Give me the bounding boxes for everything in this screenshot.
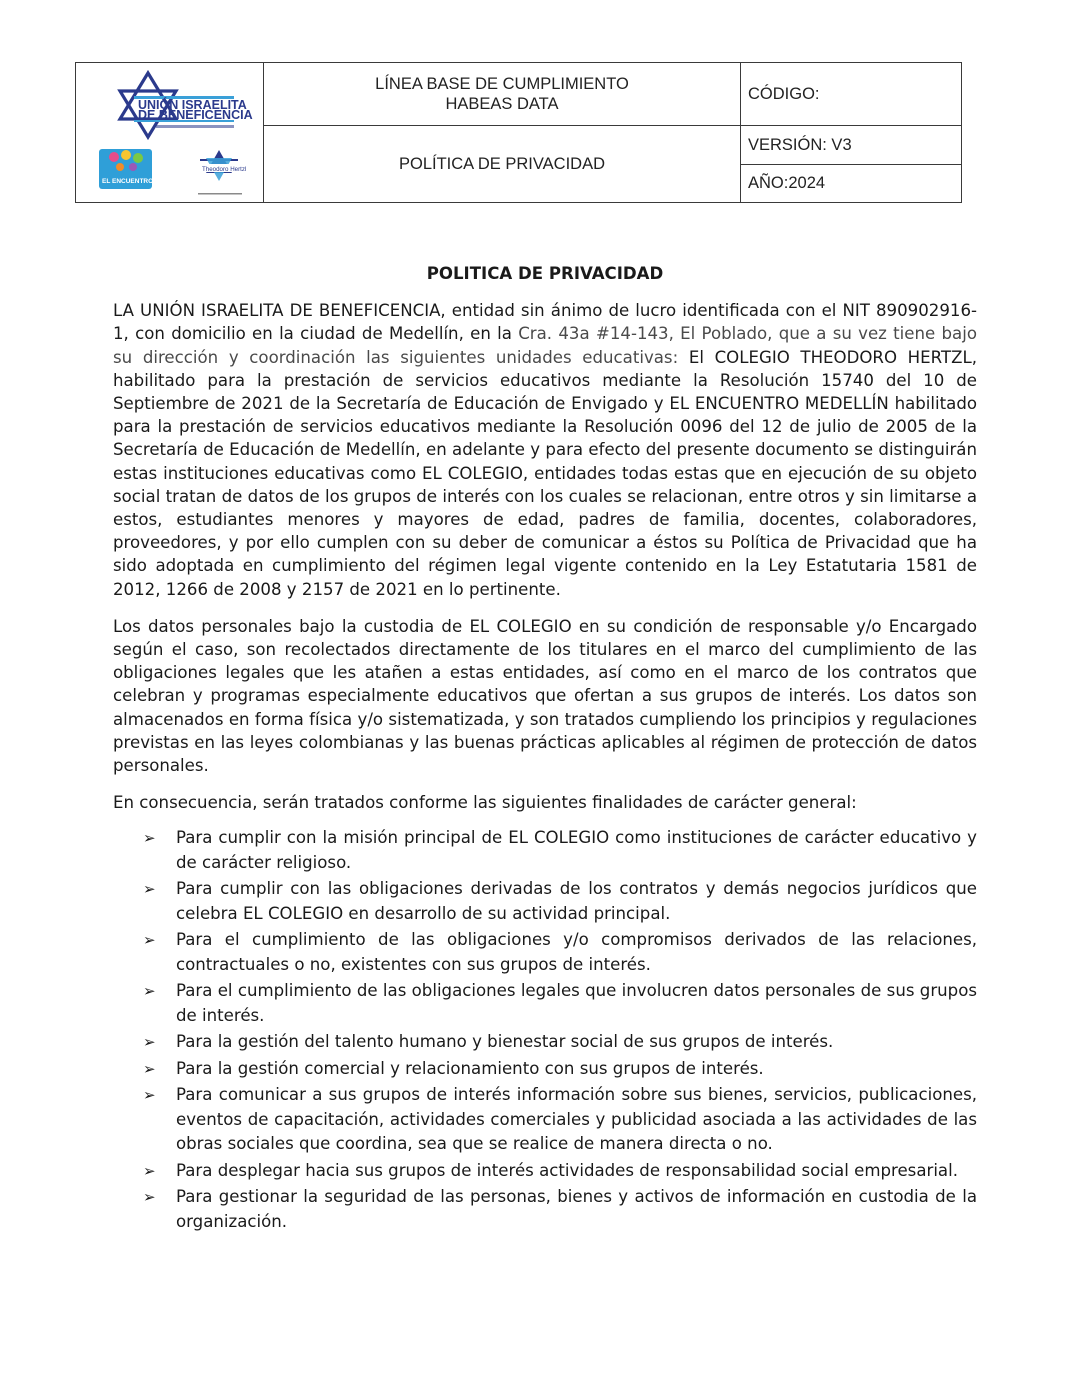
purposes-intro: En consecuencia, serán tratados conforme las siguientes finalidades de carácter general: [113,793,857,813]
document-title: POLITICA DE PRIVACIDAD [426,264,664,283]
logo-main-line2: DE BENEFICENCIA [138,108,253,122]
logo-encuentro-text: EL ENCUENTRO [102,178,154,185]
document-body [113,262,977,1236]
code-label: CÓDIGO: [748,84,820,103]
logo-hertzl-text: Theodoro Hertzl [202,166,247,173]
union-israelita-logo [76,63,263,202]
logo-cell [76,63,264,203]
arrow-bullet-icon: ➢ [143,931,156,950]
purposes-list [113,826,977,1234]
header-subtitle-cell [264,126,741,203]
arrow-bullet-icon: ➢ [143,1086,156,1105]
list-item: ➢ Para la gestión del talento humano y bienestar social de sus grupos de interés. [113,1030,977,1055]
header-subtitle: POLÍTICA DE PRIVACIDAD [399,155,605,173]
theodoro-hertzl-logo [198,150,246,195]
code-cell [741,63,962,126]
list-item: ➢ Para cumplir con las obligaciones derivadas de los contratos y demás negocios jurídicos que celebra EL COLEGIO en desarrollo de su actividad principal. [143,879,977,923]
paragraph-1-address: Cra. 43a #14-143, El Poblado, que a su vez tiene bajo su dirección y coordinación las siguientes unidades educativas: [113,324,977,367]
paragraph-2: Los datos personales bajo la custodia de EL COLEGIO en su condición de responsable y/o Encargado según el caso, son recolectados directamente de los titulares en el marco del cumplimiento de las obligaciones legales que les atañen a estas entidades, así como en el marco de los contratos que celebran y programas especialmente educativos que ofertan a sus grupos de interés. Los datos son almacenados en forma física y/o sistematizada, y son tratados cumpliendo los principios y regulaciones previstas en las leyes colombianas y las buenas prácticas aplicables al régimen de protección de datos personales. [113,616,977,776]
header-title-line2: HABEAS DATA [445,95,559,113]
paragraph-1 [113,299,977,601]
arrow-bullet-icon: ➢ [143,1059,156,1078]
arrow-bullet-icon: ➢ [143,1188,156,1207]
version-cell [741,126,962,165]
list-item: ➢ Para el cumplimiento de las obligaciones legales que involucren datos personales de sus grupos de interés. [143,981,977,1025]
list-item: ➢ Para desplegar hacia sus grupos de interés actividades de responsabilidad social empresarial. [113,1159,977,1184]
arrow-bullet-icon: ➢ [143,1161,156,1180]
list-item: ➢ Para el cumplimiento de las obligaciones y/o compromisos derivados de las relaciones, contractuales o no, existentes con sus grupos de interés. [143,930,977,974]
list-item: ➢ Para comunicar a sus grupos de interés información sobre sus bienes, servicios, publicaciones, eventos de capacitación, actividades comerciales y publicidad asociada a las actividades de las obras sociales que coordina, sea que se realice de manera directa o no. [143,1085,977,1154]
year-cell [741,165,962,203]
list-item: ➢ Para la gestión comercial y relacionamiento con sus grupos de interés. [113,1057,977,1082]
arrow-bullet-icon: ➢ [143,1033,156,1052]
paragraph-1-part1: LA UNIÓN ISRAELITA DE BENEFICENCIA, entidad sin ánimo de lucro identificada con el NIT 890902916-1, con domicilio en la ciudad de Medellín, en la [113,301,977,344]
el-encuentro-logo [99,149,153,189]
arrow-bullet-icon: ➢ [143,982,156,1001]
year-label: AÑO:2024 [748,174,826,192]
list-item: ➢ Para cumplir con la misión principal de EL COLEGIO como instituciones de carácter educativo y de carácter religioso. [143,828,977,872]
logo-main-line1: UNIÓN ISRAELITA [138,98,247,112]
arrow-bullet-icon: ➢ [143,880,156,899]
header-title-cell [264,63,741,126]
header-title-line1: LÍNEA BASE DE CUMPLIMIENTO [375,75,629,93]
paragraph-1-part3: El COLEGIO THEODORO HERTZL, habilitado para la prestación de servicios educativos mediante la Resolución 15740 del 10 de Septiembre de 2021 de la Secretaría de Educación de Envigado y EL ENCUENTRO MEDELLÍN habilitado para la prestación de servicios educativos mediante la Resolución 0096 del 12 de julio de 2005 de la Secretaría de Educación de Medellín, en adelante y para efecto del presente documento se distinguirán estas instituciones educativas como EL COLEGIO, entidades todas estas que en ejecución de su objeto social tratan de datos de los grupos de interés con los cuales se relacionan, entre otros y sin limitarse a estos, estudiantes menores y mayores de edad, padres de familia, docentes, colaboradores, proveedores, y por ello cumplen con su deber de comunicar a éstos su Política de Privacidad que ha sido adoptada en cumplimiento del régimen legal vigente contenido en la Ley Estatutaria 1581 de 2012, 1266 de 2008 y 2157 de 2021 en lo pertinente. [113,347,977,599]
list-item: ➢ Para gestionar la seguridad de las personas, bienes y activos de información en custodia de la organización. [143,1187,977,1231]
version-label: VERSIÓN: V3 [748,135,852,154]
arrow-bullet-icon: ➢ [143,829,156,848]
document-header-table [75,62,962,203]
